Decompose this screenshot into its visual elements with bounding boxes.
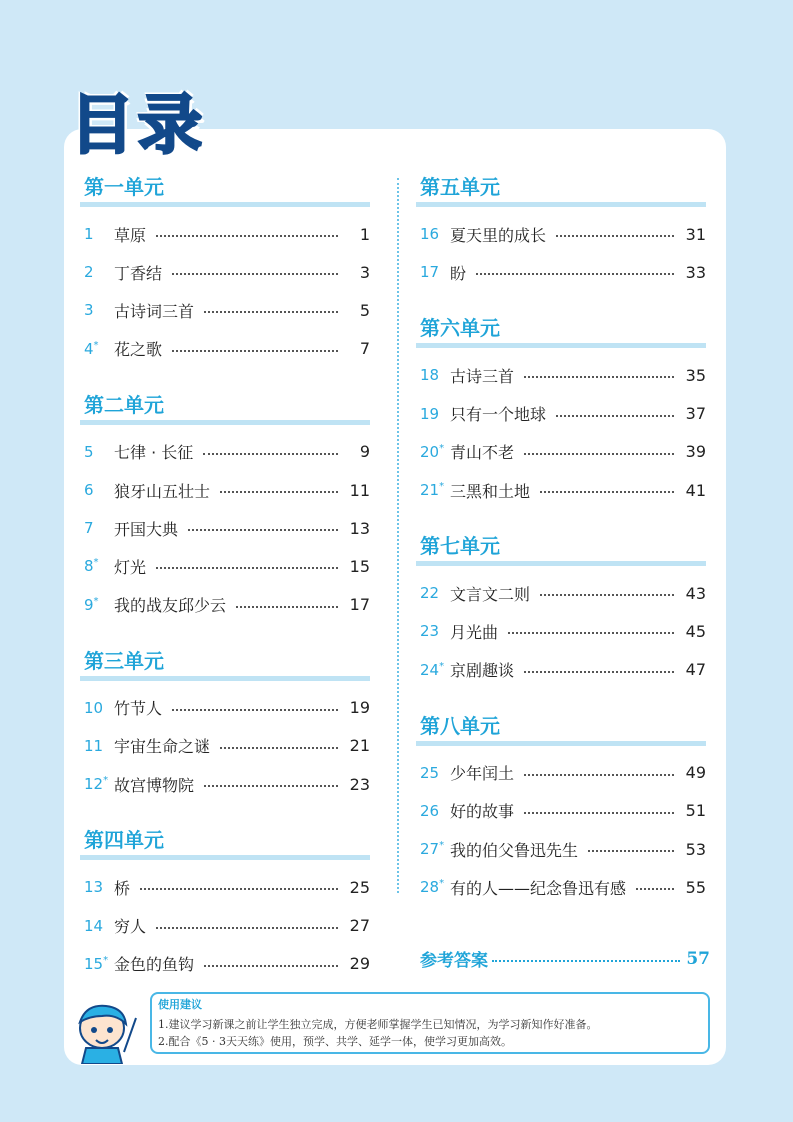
lesson-number [80,481,114,499]
toc-entry[interactable] [80,586,370,624]
lesson-number-text: 21 [420,481,440,500]
leader-dots [156,927,338,929]
lesson-title: 只有一个地球 [450,405,547,425]
toc-entry[interactable] [80,253,370,291]
leader-dots [636,888,674,890]
unit-spacer [416,291,706,313]
leader-dots [156,235,338,237]
toc-entry[interactable] [80,547,370,585]
unit-title: 第三单元 [80,646,370,681]
page-number: 39 [685,442,706,462]
lesson-number-text: 17 [420,263,440,282]
unit-section [80,390,370,624]
toc-entry[interactable] [80,433,370,471]
lesson-title: 穷人 [114,917,147,937]
lesson-number-text: 11 [84,736,104,755]
unit-section [416,313,706,509]
toc-entry[interactable] [80,509,370,547]
page-number: 15 [349,556,370,576]
lesson-title: 文言文二则 [450,584,531,604]
toc-entry[interactable] [80,765,370,803]
lesson-number [80,699,114,717]
toc-entry[interactable] [80,727,370,765]
toc-entry[interactable] [416,395,706,433]
lesson-number-text: 12 [84,775,104,794]
unit-title: 第一单元 [80,172,370,207]
leader-dots [220,747,338,749]
lesson-number-text: 15 [84,954,104,973]
leader-dots [476,273,674,275]
lesson-number-text: 18 [420,366,440,385]
toc-entry[interactable] [416,612,706,650]
page-number: 5 [359,300,370,320]
lesson-title: 金色的鱼钩 [114,955,195,975]
optional-star-icon: * [439,481,445,493]
leader-dots [524,376,674,378]
lesson-number-text: 2 [84,263,94,282]
page-number: 51 [685,801,706,821]
answers-entry[interactable] [420,946,710,971]
page-number: 11 [349,480,370,500]
page-number: 7 [359,339,370,359]
page-number: 23 [349,774,370,794]
leader-dots [188,529,338,531]
lesson-title: 狼牙山五壮士 [114,481,211,501]
lesson-number [80,955,114,973]
leader-dots [204,965,338,967]
page-number: 45 [685,621,706,641]
unit-title: 第四单元 [80,825,370,860]
lesson-title: 青山不老 [450,443,515,463]
page-number: 13 [349,518,370,538]
lesson-title: 好的故事 [450,802,515,822]
lesson-title: 我的战友邱少云 [114,596,227,616]
toc-entry[interactable] [80,471,370,509]
lesson-number [80,225,114,243]
mascot-icon [72,1000,142,1064]
lesson-title: 宇宙生命之谜 [114,737,211,757]
unit-spacer [416,509,706,531]
lesson-number [416,584,450,602]
lesson-number [80,263,114,281]
toc-entry[interactable] [80,945,370,983]
unit-title: 第八单元 [416,711,706,746]
page-number: 47 [685,660,706,680]
leader-dots [236,606,338,608]
lesson-number [416,225,450,243]
lesson-number-text: 1 [84,225,94,244]
page-number: 43 [685,583,706,603]
lesson-number-text: 19 [420,404,440,423]
toc-entry[interactable] [416,471,706,509]
page-number: 3 [359,262,370,282]
optional-star-icon: * [93,595,99,607]
lesson-number [416,764,450,782]
unit-spacer [80,368,370,390]
lesson-title: 丁香结 [114,263,163,283]
page-number: 41 [685,480,706,500]
lesson-number-text: 3 [84,301,94,320]
lesson-number-text: 8 [84,557,94,576]
unit-section [80,172,370,368]
lesson-title: 灯光 [114,557,147,577]
toc-entry[interactable] [80,868,370,906]
lesson-title: 桥 [114,878,131,898]
lesson-number-text: 16 [420,225,440,244]
toc-entry[interactable] [80,215,370,253]
title-banner [64,72,224,163]
lesson-number [80,775,114,793]
optional-star-icon: * [103,954,109,966]
lesson-number [80,596,114,614]
lesson-title: 竹节人 [114,699,163,719]
lesson-title: 京剧趣谈 [450,661,515,681]
optional-star-icon: * [103,775,109,787]
lesson-number-text: 13 [84,878,104,897]
leader-dots [524,812,674,814]
optional-star-icon: * [93,339,99,351]
unit-title: 第五单元 [416,172,706,207]
leader-dots [524,671,674,673]
tip-title: 使用建议 [158,998,202,1011]
lesson-number [416,661,450,679]
toc-entry[interactable] [80,689,370,727]
page-title: 目录 [70,89,206,163]
lesson-title: 开国大典 [114,519,179,539]
lesson-title: 我的伯父鲁迅先生 [450,840,579,860]
unit-spacer [80,803,370,825]
page-number: 1 [359,224,370,244]
unit-section [80,825,370,983]
page-number: 49 [685,763,706,783]
lesson-number-text: 25 [420,763,440,782]
optional-star-icon: * [439,660,445,672]
lesson-number [416,802,450,820]
page-number: 33 [685,262,706,282]
lesson-number-text: 14 [84,916,104,935]
toc-entry[interactable] [80,906,370,944]
lesson-title: 盼 [450,263,467,283]
lesson-title: 少年闰土 [450,764,515,784]
leader-dots [172,350,338,352]
lesson-number [80,519,114,537]
page-number: 17 [349,595,370,615]
lesson-number [80,443,114,461]
page-number: 53 [685,839,706,859]
leader-dots [220,491,338,493]
lesson-number-text: 26 [420,801,440,820]
lesson-number [416,443,450,461]
leader-dots [540,491,674,493]
lesson-number-text: 27 [420,840,440,859]
leader-dots [172,273,338,275]
unit-section [416,711,706,907]
toc-entry[interactable] [416,754,706,792]
toc-entry[interactable] [416,574,706,612]
leader-dots [156,567,338,569]
unit-section [416,531,706,689]
page-number: 31 [685,224,706,244]
optional-star-icon: * [439,840,445,852]
column-divider [397,178,399,893]
lesson-number [416,622,450,640]
page-number: 37 [685,404,706,424]
lesson-number [416,481,450,499]
lesson-title: 夏天里的成长 [450,225,547,245]
leader-dots [556,235,674,237]
unit-section [416,172,706,291]
lesson-title: 七律 · 长征 [114,443,194,463]
leader-dots [172,709,338,711]
lesson-number [80,301,114,319]
unit-spacer [80,624,370,646]
page-number: 25 [349,877,370,897]
leader-dots [524,774,674,776]
right-column [416,172,706,906]
unit-section [80,646,370,804]
toc-entry[interactable] [416,830,706,868]
leader-dots [556,415,674,417]
page-number: 27 [349,916,370,936]
toc-entry[interactable] [416,792,706,830]
lesson-number-text: 23 [420,622,440,641]
toc-entry[interactable] [416,253,706,291]
page-number: 35 [685,365,706,385]
lesson-number-text: 22 [420,584,440,603]
page-number: 9 [359,442,370,462]
lesson-number-text: 24 [420,660,440,679]
leader-dots [588,850,674,852]
lesson-number-text: 9 [84,595,94,614]
leader-dots [204,785,338,787]
leader-dots [540,594,674,596]
tip-line-2: 2.配合《5 · 3天天练》使用，预学、共学、延学一体，使学习更加高效。 [158,1035,512,1048]
unit-spacer [416,689,706,711]
lesson-title: 月光曲 [450,622,499,642]
leader-dots [204,311,338,313]
lesson-title: 草原 [114,225,147,245]
toc-entry[interactable] [416,868,706,906]
lesson-number-text: 7 [84,519,94,538]
optional-star-icon: * [93,557,99,569]
unit-title: 第二单元 [80,390,370,425]
lesson-title: 古诗词三首 [114,301,195,321]
page-number: 21 [349,736,370,756]
answers-page: 57 [686,948,710,969]
lesson-number-text: 20 [420,442,440,461]
lesson-number [416,405,450,423]
page-number: 55 [685,877,706,897]
answers-label: 参考答案 [420,951,488,971]
toc-entry[interactable] [416,356,706,394]
leader-dots [508,632,674,634]
page-number: 19 [349,698,370,718]
leader-dots [524,453,674,455]
lesson-number-text: 4 [84,339,94,358]
usage-tip-box [150,992,710,1054]
lesson-number [416,840,450,858]
page-number: 29 [349,954,370,974]
toc-entry[interactable] [80,291,370,329]
lesson-number [416,366,450,384]
toc-entry[interactable] [416,215,706,253]
lesson-number [80,917,114,935]
toc-entry[interactable] [80,330,370,368]
lesson-title: 古诗三首 [450,366,515,386]
toc-entry[interactable] [416,433,706,471]
lesson-title: 花之歌 [114,340,163,360]
lesson-number [416,878,450,896]
lesson-title: 有的人——纪念鲁迅有感 [450,878,627,898]
lesson-number [80,557,114,575]
lesson-number [80,737,114,755]
lesson-number [80,340,114,358]
leader-dots [492,960,680,962]
unit-title: 第七单元 [416,531,706,566]
unit-title: 第六单元 [416,313,706,348]
lesson-number-text: 6 [84,481,94,500]
tip-line-1: 1.建议学习新课之前让学生独立完成，方便老师掌握学生已知情况，为学习新知作好准备。 [158,1018,598,1031]
lesson-number [416,263,450,281]
lesson-number-text: 5 [84,442,94,461]
leader-dots [203,453,338,455]
leader-dots [140,888,338,890]
lesson-number-text: 28 [420,878,440,897]
lesson-number-text: 10 [84,698,104,717]
lesson-number [80,878,114,896]
lesson-title: 故宫博物院 [114,775,195,795]
optional-star-icon: * [439,878,445,890]
left-column [80,172,370,983]
optional-star-icon: * [439,442,445,454]
toc-entry[interactable] [416,651,706,689]
lesson-title: 三黑和土地 [450,481,531,501]
